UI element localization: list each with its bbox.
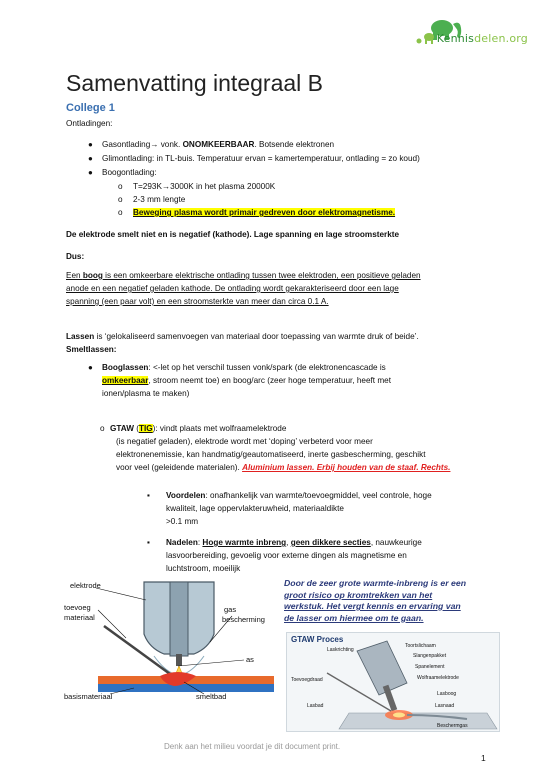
bullet-icon: ●: [88, 168, 93, 177]
voordelen-line: kwaliteit, lage oppervlakteruwheid, materiaaldikte: [166, 504, 344, 513]
diagram-label: as: [246, 655, 254, 664]
diagram-label: bescherming: [222, 615, 265, 624]
page-number: 1: [481, 753, 486, 763]
bullet-icon: ●: [88, 140, 93, 149]
diagram-label: smeltbad: [196, 692, 227, 701]
square-bullet-icon: ▪: [147, 491, 150, 500]
diagram-label: Toevoegdraad: [291, 677, 323, 683]
diagram-label: Beschermgas: [437, 723, 468, 729]
booglassen-line: ionen/plasma te maken): [102, 389, 190, 398]
logo-text: Kennisdelen.org: [436, 32, 528, 45]
elektrode-statement: De elektrode smelt niet en is negatief (kathode). Lage spanning en lage stroomsterkte: [66, 230, 400, 239]
diagram-label: Laskrichting: [327, 647, 354, 653]
ontladingen-label: Ontladingen:: [66, 119, 113, 128]
square-bullet-icon: ▪: [147, 538, 150, 547]
sub-list-item: T=293K→3000K in het plasma 20000K: [133, 182, 276, 191]
diagram-label: Toortslichaam: [405, 643, 436, 649]
lassen-definition: Lassen is ‘gelokaliseerd samenvoegen van materiaal door toepassing van warmte druk of beide’.: [66, 332, 419, 341]
section-heading: College 1: [66, 102, 115, 114]
bullet-icon: ●: [88, 154, 93, 163]
sub-list-item-highlight: Beweging plasma wordt primair gedreven door elektromagnetisme.: [133, 208, 396, 217]
diagram-label: basismateriaal: [64, 692, 113, 701]
sub-bullet-marker: o: [118, 195, 123, 204]
list-item: Boogontlading:: [102, 168, 157, 177]
diagram-label: materiaal: [64, 613, 95, 622]
nadelen-line: Nadelen: Hoge warmte inbreng, geen dikkere secties, nauwkeurige: [166, 538, 422, 547]
gtaw-line: (is negatief geladen), elektrode wordt met ‘doping’ verbeterd voor meer: [116, 437, 373, 446]
bullet-icon: ●: [88, 363, 93, 372]
voordelen-line: >0.1 mm: [166, 517, 199, 526]
boog-definition-line: anode en een negatief geladen kathode. De ontlading wordt gekarakteriseerd door een lage: [66, 284, 399, 293]
callout-note: Door de zeer grote warmte-inbreng is er een groot risico op kromtrekken van het werkstuk. Het vergt kennis en ervaring van de lasser om hiermee om te gaan.: [284, 578, 467, 623]
booglassen-line: omkeerbaar, stroom neemt toe) en boog/arc (zeer hoge temperatuur, heeft met: [102, 376, 392, 385]
diagram-label: toevoeg: [64, 603, 91, 612]
welding-torch-illustration: [287, 633, 501, 733]
nadelen-line: lasvoorbereiding, gevoelig voor externe dingen als magnetisme en: [166, 551, 407, 560]
sub-bullet-marker: o: [118, 208, 123, 217]
dus-label: Dus:: [66, 252, 85, 261]
list-item: Gasontlading→ vonk. ONOMKEERBAAR. Botsende elektronen: [102, 140, 335, 149]
sub-bullet-marker: o: [100, 424, 105, 433]
page-title: Samenvatting integraal B: [66, 70, 323, 96]
diagram-label: Lasboog: [437, 691, 457, 697]
diagram-label: Slangenpakket: [413, 653, 447, 659]
diagram-label: Wolfraamelektrode: [417, 675, 459, 681]
gtaw-line: voor veel (geleidende materialen). Aluminium lassen. Erbij houden van de staaf. Rechts.: [116, 463, 451, 472]
diagram-label: elektrode: [70, 581, 101, 590]
boog-definition-line: spanning (een paar volt) en een stroomsterkte van meer dan circa 0.1 A.: [66, 297, 329, 306]
diagram-label: Spanelement: [415, 664, 445, 670]
boog-definition-line: Een boog is een omkeerbare elektrische ontlading tussen twee elektroden, een positieve geladen: [66, 271, 421, 280]
sub-bullet-marker: o: [118, 182, 123, 191]
footer-note: Denk aan het milieu voordat je dit document print.: [164, 742, 341, 751]
diagram-label: Lasnaad: [435, 703, 455, 709]
welding-cross-section-diagram: [64, 578, 276, 700]
booglassen-line: Booglassen: <-let op het verschil tussen vonk/spark (de elektronencascade is: [102, 363, 386, 372]
gtaw-line: elektronenemissie, kan handmatig/geautomatiseerd, inerte gasbescherming, geschikt: [116, 450, 426, 459]
figure-title: GTAW Proces: [291, 635, 344, 644]
gtaw-line: GTAW (TIG): vindt plaats met wolfraamelektrode: [110, 424, 287, 433]
voordelen-line: Voordelen: onafhankelijk van warmte/toevoegmiddel, veel controle, hoge: [166, 491, 432, 500]
list-item: Glimontlading: in TL-buis. Temperatuur ervan = kamertemperatuur, ontlading = zo koud): [102, 154, 420, 163]
diagram-label: Lasbad: [307, 703, 324, 709]
nadelen-line: luchtstroom, moeilijk: [166, 564, 241, 573]
diagram-label: gas: [224, 605, 237, 614]
gtaw-process-figure: [286, 632, 500, 732]
sub-list-item: 2-3 mm lengte: [133, 195, 186, 204]
smeltlassen-label: Smeltlassen:: [66, 345, 117, 354]
